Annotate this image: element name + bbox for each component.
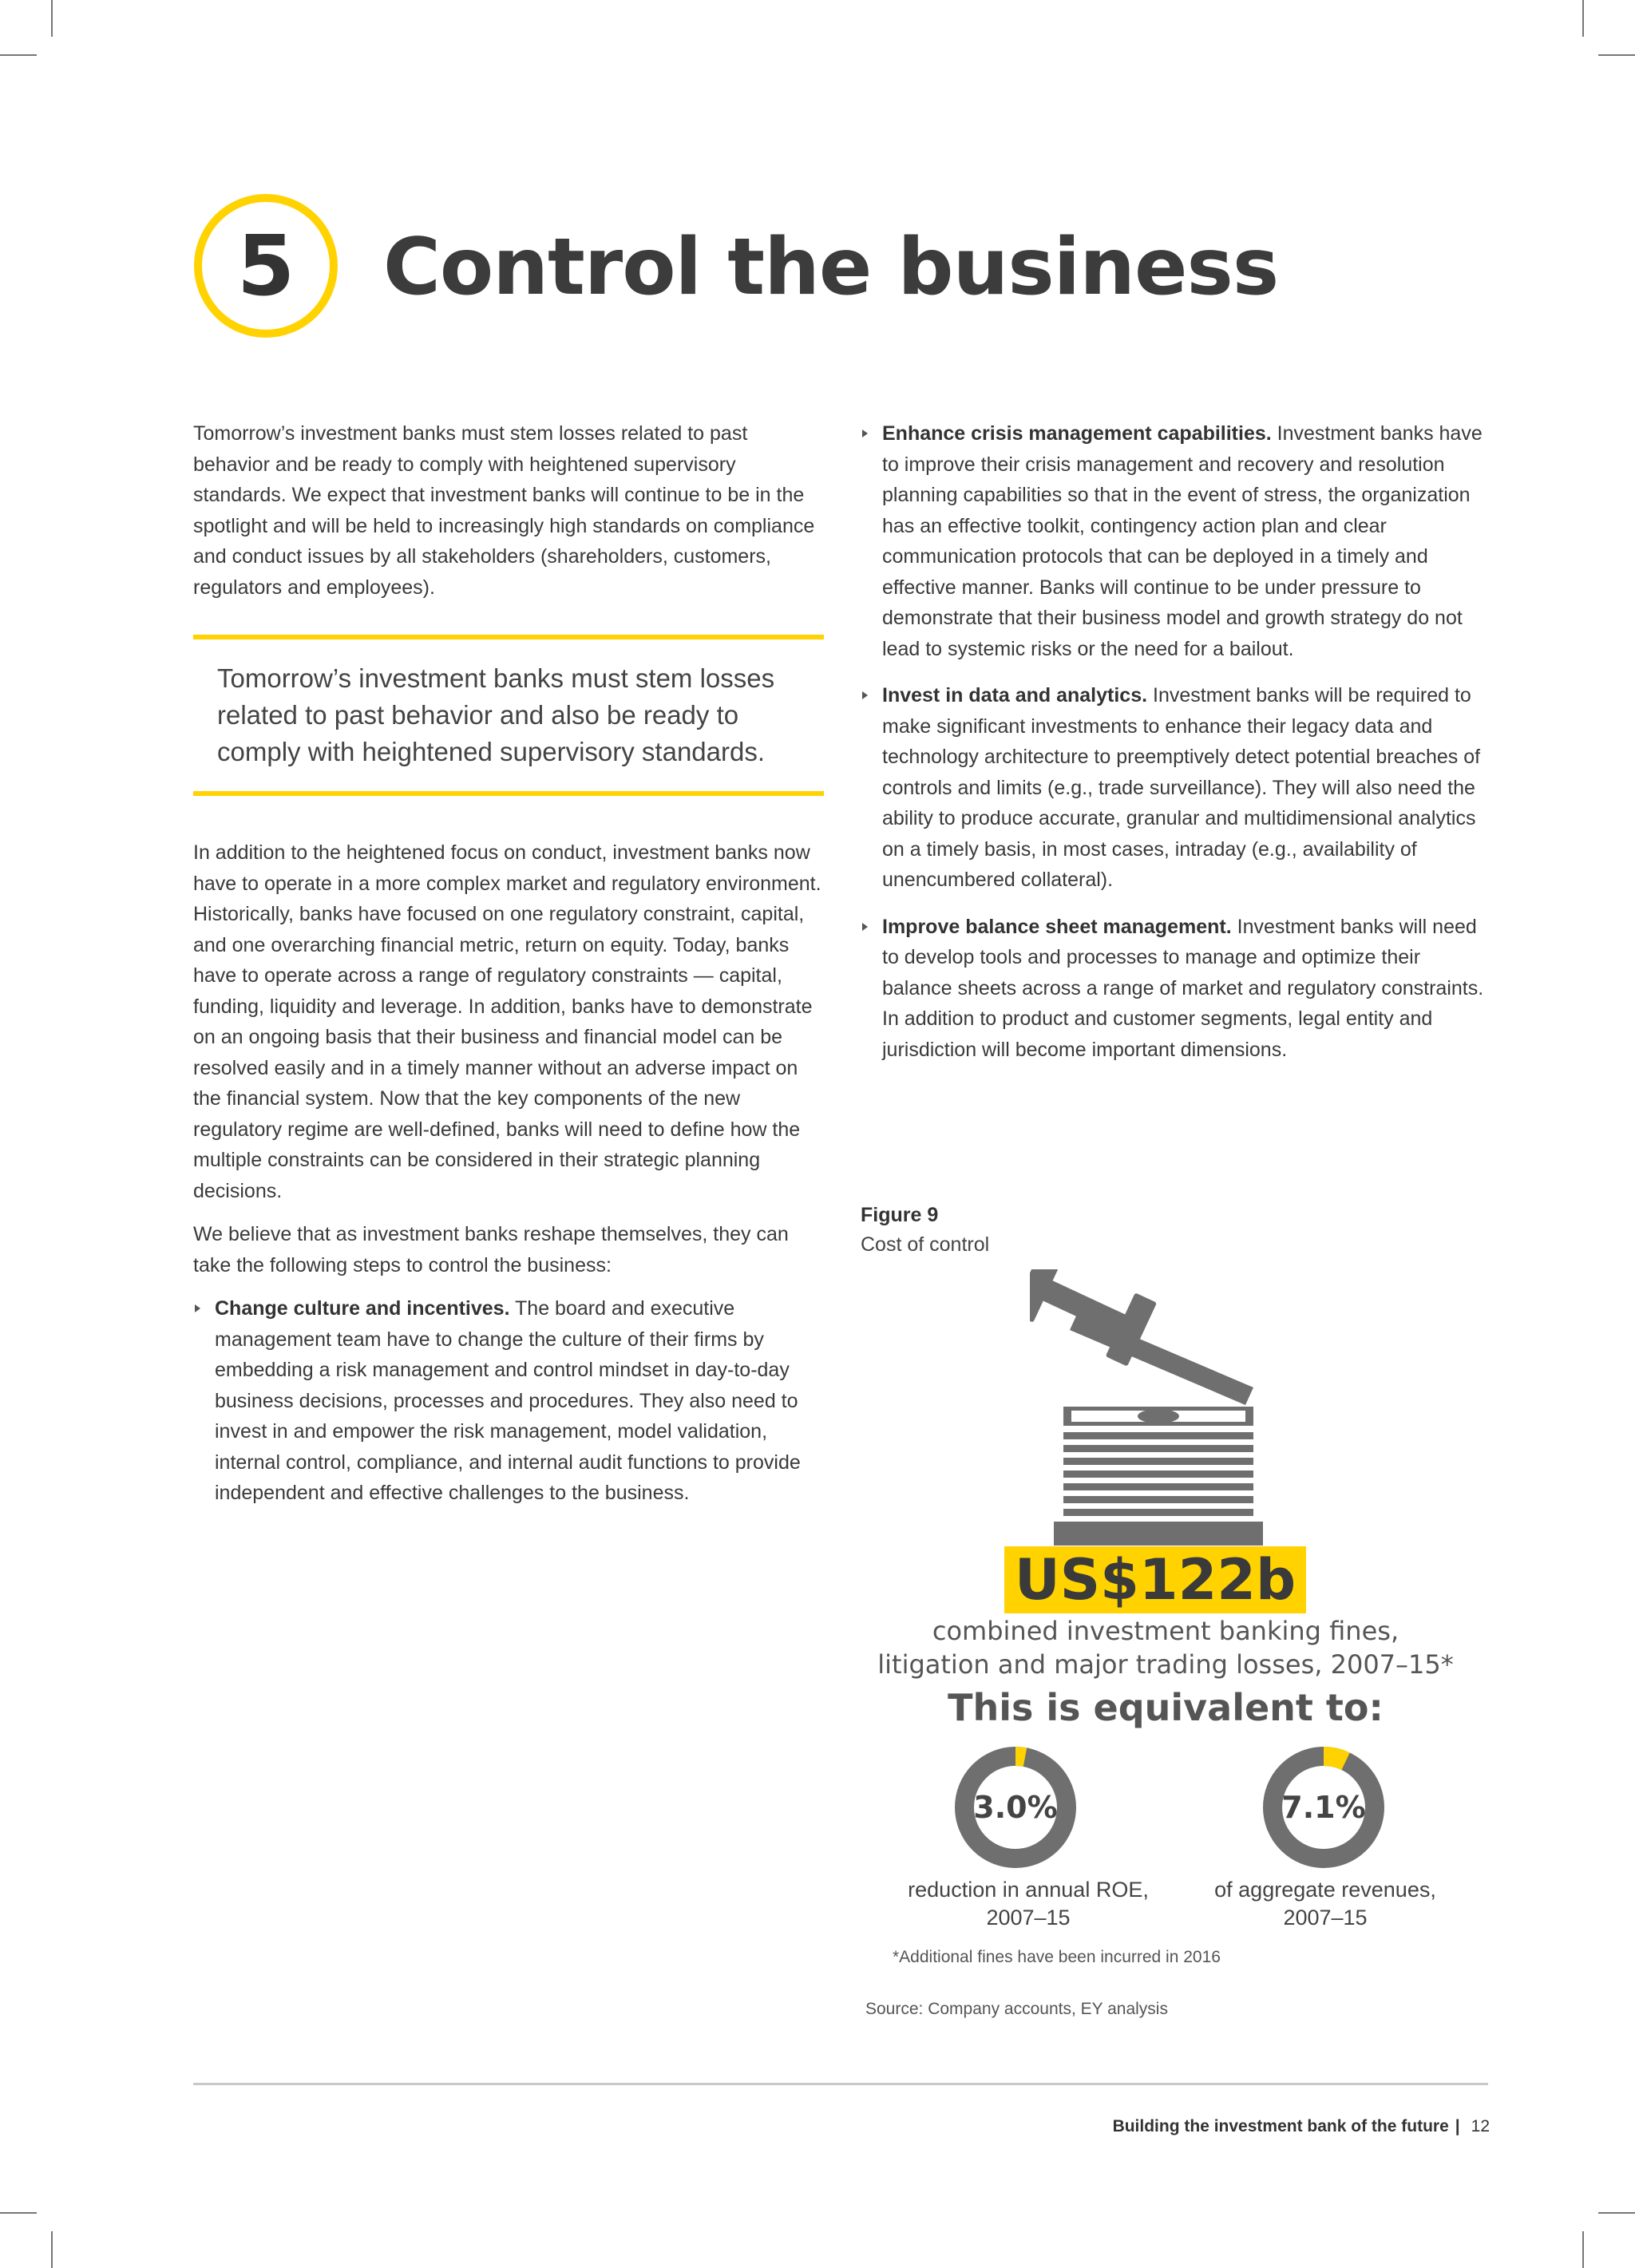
list-item [861,418,1491,664]
body-paragraph: In addition to the heightened focus on conduct, investment banks now have to operate in a more complex market and regulatory environment. Historically, banks have focused on one regulatory constraint, capital, and one overarching financial metric, return on equity. Today, banks have to operate across a range of regulatory constraints — capital, funding, liquidity and leverage. In addition, banks have to demonstrate on an ongoing basis that their business and financial model can be resolved easily and in a timely manner without an adverse impact on the financial system. Now that the key components of the new regulatory regime are well-defined, banks will need to define how the multiple constraints can be considered in their strategic planning decisions. [193,841,821,1202]
intro-paragraph: Tomorrow’s investment banks must stem losses related to past behavior and be ready to comply with heightened supervisory standards. We expect that investment banks will continue to be in the spotlight and will be held to increasingly high standards on compliance and conduct issues by all stakeholders (shareholders, customers, regulators and employees). [193,422,815,599]
list-item [861,912,1491,1066]
bullet-title: Improve balance sheet management. [882,915,1232,938]
figure-source: Source: Company accounts, EY analysis [865,2000,1168,2018]
figure-label: Figure 9 [861,1204,939,1226]
pullquote [193,635,824,796]
donut-value-roe: 3.0% [973,1790,1058,1825]
crop-mark [51,0,53,37]
list-item [193,1293,824,1509]
page-number: 12 [1471,2117,1490,2135]
equivalent-heading: This is equivalent to: [948,1686,1384,1729]
crop-mark [51,2231,53,2268]
bullet-title: Enhance crisis management capabilities. [882,422,1272,445]
bullet-title: Change culture and incentives. [215,1297,510,1320]
bullet-text: The board and executive management team have to change the culture of their firms by embedding a risk management and control mindset in day-to-day business decisions, processes and procedures. They also need to invest in and empower the risk management, model validation, internal control, compliance, and internal audit functions to provide independent and effective challenges to the business. [215,1297,801,1504]
right-column [861,418,1491,1081]
figure-footnote: *Additional fines have been incurred in 2016 [893,1948,1221,1966]
total-cost-description: combined investment banking fines, litigation and major trading losses, 2007–15* [877,1616,1454,1680]
footer-separator: | [1455,2117,1460,2135]
crop-mark [0,2212,37,2214]
crop-mark [1598,54,1635,56]
footer-divider [193,2083,1488,2085]
crop-mark [1598,2212,1635,2214]
bullet-text: Investment banks have to improve their crisis management and recovery and resolution planning capabilities so that in the event of stress, the organization has an effective toolkit, contingency action plan and clear communication protocols that can be deployed in a timely and effective manner. Banks will continue to be under pressure to demonstrate that their business model and growth strategy do not lead to systemic risks or the need for a bailout. [882,422,1483,660]
crop-mark [1582,2231,1584,2268]
bullet-text: Investment banks will need to develop tools and processes to manage and optimize their balance sheets across a range of market and regulatory constraints. In addition to product and customer segments, legal entity and jurisdiction will become important dimensions. [882,915,1484,1061]
total-cost-figure: US$122b [1004,1546,1306,1613]
body-paragraph: We believe that as investment banks reshape themselves, they can take the following steps to control the business: [193,1223,789,1276]
bullet-text: Investment banks will be required to make significant investments to enhance their legacy data and technology architecture to preemptively detect potential breaches of controls and limits (e.g., trade surveillance). They will also need the ability to produce accurate, granular and multidimensional analytics on a timely basis, in most cases, intraday (e.g., availability of unencumbered collateral). [882,684,1481,891]
donut-description-roe: reduction in annual ROE, 2007–15 [908,1878,1149,1930]
donut-description-revenues: of aggregate revenues, 2007–15 [1214,1878,1436,1930]
figure-caption: Cost of control [861,1233,990,1256]
bullet-list [193,1293,824,1509]
crop-mark [1582,0,1584,37]
left-column [193,418,824,1525]
footer-title: Building the investment bank of the future [1112,2117,1449,2135]
bullet-title: Invest in data and analytics. [882,684,1148,707]
gavel-and-money-stack-icon [1030,1269,1269,1557]
bullet-list [861,418,1491,1065]
list-item [861,680,1491,896]
section-number-badge: 5 [194,194,338,338]
page-footer [1113,2117,1490,2136]
page-title: Control the business [383,222,1279,313]
crop-mark [0,54,37,56]
donut-value-revenues: 7.1% [1281,1790,1366,1825]
pullquote-text: Tomorrow’s investment banks must stem losses related to past behavior and also be ready to comply with heightened supervisory standards. [217,663,775,766]
